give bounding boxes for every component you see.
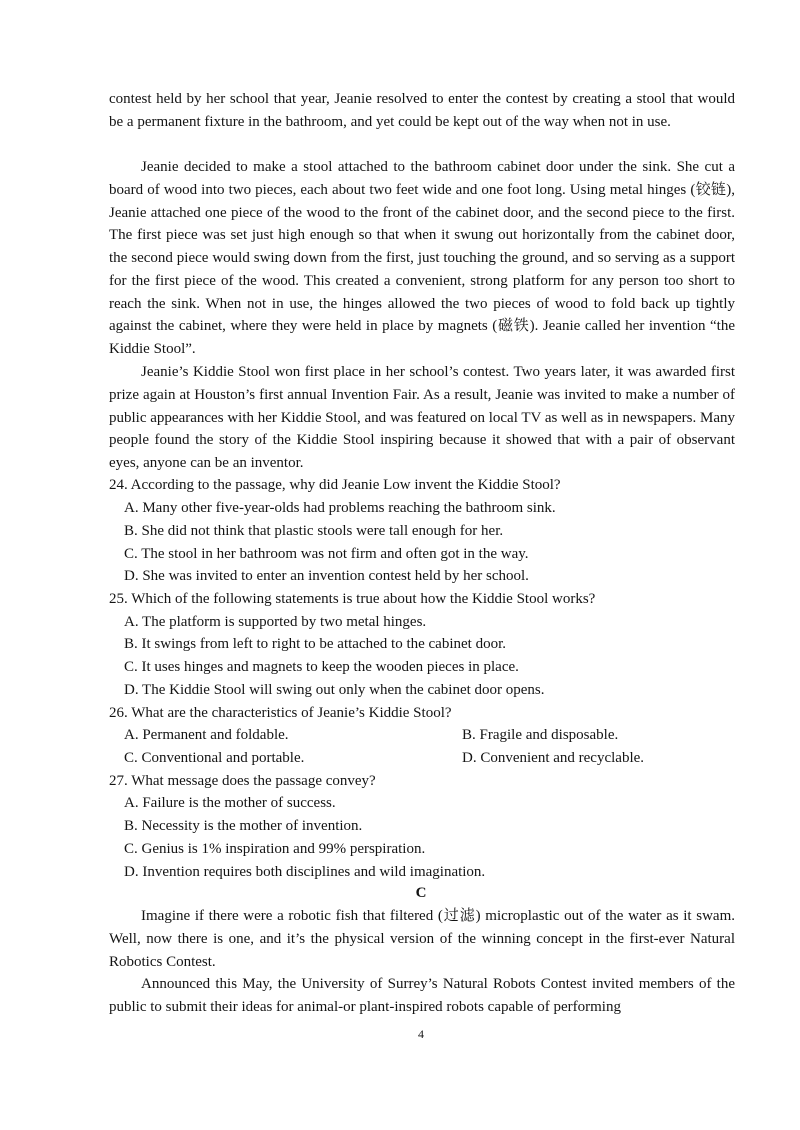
- question-27-option-c: C. Genius is 1% inspiration and 99% perspiration.: [124, 841, 426, 857]
- question-25-option-d: D. The Kiddie Stool will swing out only when the cabinet door opens.: [124, 682, 545, 698]
- question-24-option-a: A. Many other five-year-olds had problems reaching the bathroom sink.: [124, 500, 556, 516]
- question-24-stem: 24. According to the passage, why did Jeanie Low invent the Kiddie Stool?: [109, 477, 561, 493]
- section-c-heading: C: [415, 885, 427, 901]
- passage-c-paragraph-1: Imagine if there were a robotic fish that filtered (过滤) microplastic out of the water as it swam. Well, now there is one, and it’s the physical version of the winning concept in the first-ever Natural Robotics Contest.: [109, 908, 735, 970]
- question-25-stem: 25. Which of the following statements is true about how the Kiddie Stool works?: [109, 591, 596, 607]
- question-25-option-b: B. It swings from left to right to be attached to the cabinet door.: [124, 636, 506, 652]
- question-26-stem: 26. What are the characteristics of Jeanie’s Kiddie Stool?: [109, 705, 452, 721]
- question-26-option-b: B. Fragile and disposable.: [462, 727, 619, 743]
- question-24-option-d: D. She was invited to enter an invention contest held by her school.: [124, 568, 529, 584]
- passage-c-paragraph-2: Announced this May, the University of Surrey’s Natural Robots Contest invited members of the public to submit their ideas for animal-or plant-inspired robots capable of performing: [109, 976, 735, 1015]
- question-27-stem: 27. What message does the passage convey?: [109, 773, 376, 789]
- question-24-option-c: C. The stool in her bathroom was not firm and often got in the way.: [124, 546, 529, 562]
- question-26-option-a: A. Permanent and foldable.: [124, 727, 289, 743]
- question-27-option-d: D. Invention requires both disciplines and wild imagination.: [124, 864, 486, 880]
- question-25-option-a: A. The platform is supported by two metal hinges.: [124, 614, 427, 630]
- question-25-option-c: C. It uses hinges and magnets to keep the wooden pieces in place.: [124, 659, 519, 675]
- passage-b-paragraph-result: Jeanie’s Kiddie Stool won first place in her school’s contest. Two years later, it was awarded first prize again at Houston’s first annual Invention Fair. As a result, Jeanie was invited to make a number of public appearances with her Kiddie Stool, and was featured on local TV as well as in newspapers. Many people found the story of the Kiddie Stool inspiring because it showed that with a pair of observant eyes, anyone can be an inventor.: [109, 364, 735, 471]
- question-27-option-a: A. Failure is the mother of success.: [124, 795, 336, 811]
- question-26-option-c: C. Conventional and portable.: [124, 750, 305, 766]
- question-24-option-b: B. She did not think that plastic stools were tall enough for her.: [124, 523, 504, 539]
- page-number: 4: [418, 1027, 424, 1041]
- question-27-option-b: B. Necessity is the mother of invention.: [124, 818, 363, 834]
- question-26-option-d: D. Convenient and recyclable.: [462, 750, 645, 766]
- passage-b-paragraph-design: Jeanie decided to make a stool attached to the bathroom cabinet door under the sink. She cut a board of wood into two pieces, each about two feet wide and one foot long. Using metal hinges (铰链), Jeanie attached one piece of the wood to the front of the cabinet door, and the second piece to the first. The first piece was set just high enough so that when it swung out horizontally from the cabinet door, the second piece would swing down from the first, just touching the ground, and so serving as a support for the first piece of the wood. This created a convenient, strong platform for any person too short to reach the sink. When not in use, the hinges allowed the two pieces of wood to fold back up tightly against the cabinet, where they were held in place by magnets (磁铁). Jeanie called her invention “the Kiddie Stool”.: [109, 159, 735, 357]
- passage-b-paragraph-continued: contest held by her school that year, Jeanie resolved to enter the contest by creating a stool that would be a permanent fixture in the bathroom, and yet could be kept out of the way when not in use.: [109, 91, 735, 130]
